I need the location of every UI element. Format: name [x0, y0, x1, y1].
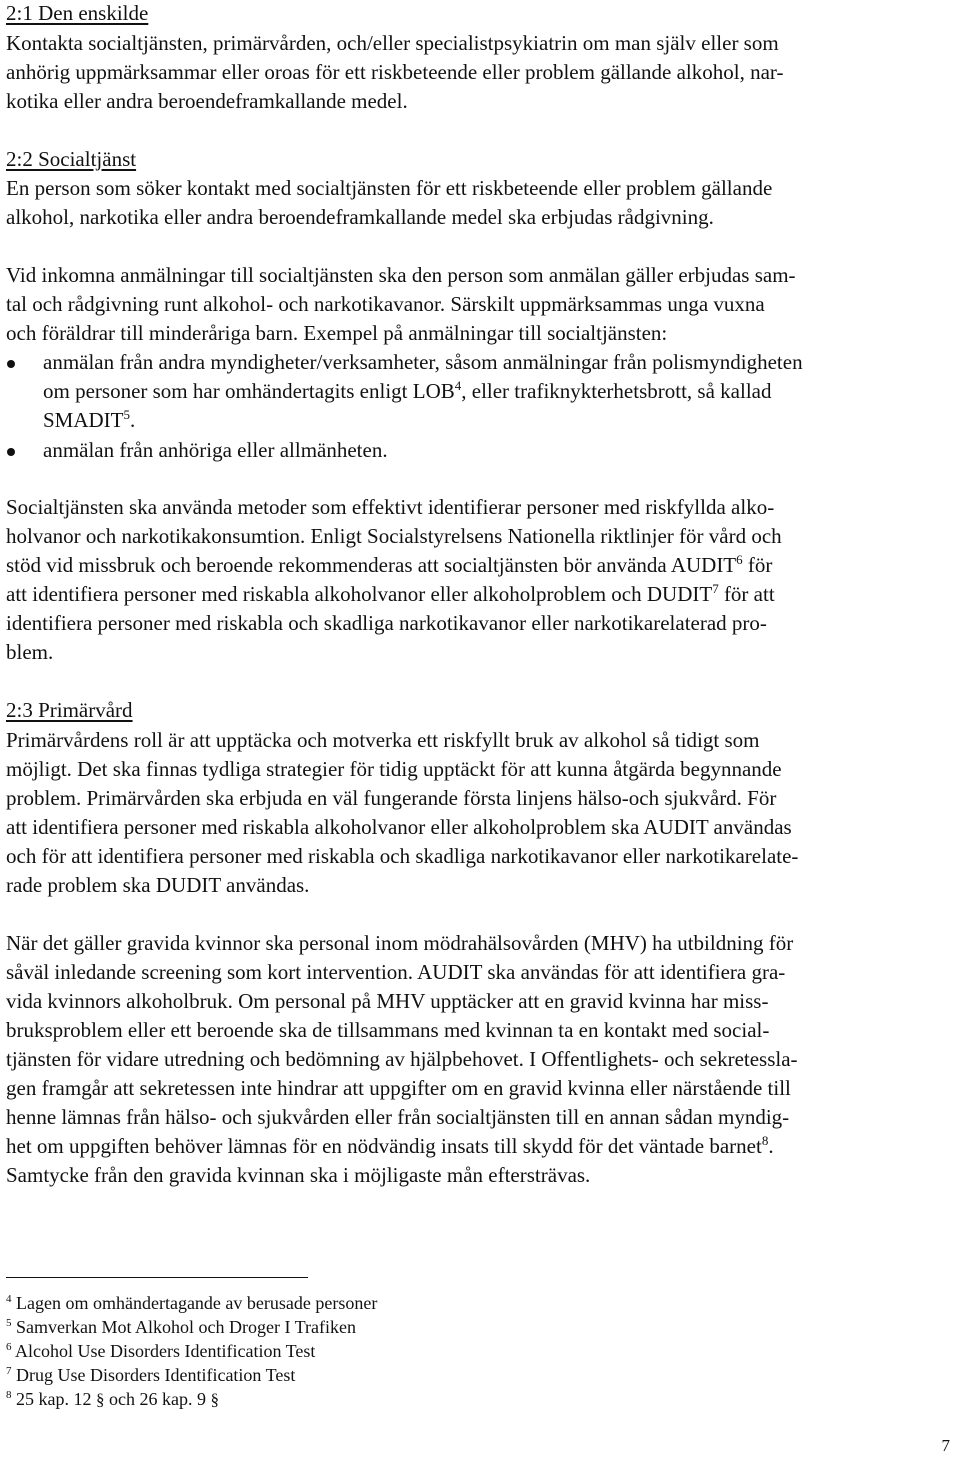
paragraph-line: blem. [6, 640, 54, 664]
paragraph-line: problem. Primärvården ska erbjuda en väl fungerande första linjens hälso-och sjukvård. För [6, 786, 777, 810]
paragraph-symbol: § [96, 1390, 105, 1409]
paragraph-line: Primärvårdens roll är att upptäcka och motverka ett riskfyllt bruk av alkohol så tidigt som [6, 728, 760, 752]
page-number: 7 [941, 1436, 950, 1455]
footnote-ref-7[interactable]: 7 [712, 581, 719, 596]
paragraph-line: henne lämnas från hälso- och sjukvården eller från socialtjänsten till en annan sådan myndig- [6, 1105, 790, 1129]
paragraph-line: anhörig uppmärksammar eller oroas för ett riskbeteende eller problem gällande alkohol, nar- [6, 60, 784, 84]
bullet-line: om personer som har omhändertagits enligt LOB$^4$, eller trafiknykterhetsbrott, så kallad [43, 378, 772, 403]
paragraph-line: och för att identifiera personer med riskabla och skadliga narkotikavanor eller narkotikarelate- [6, 844, 799, 868]
footnote-4: $^4$ Lagen om omhändertagande av berusade personer [6, 1293, 378, 1313]
paragraph-line: vida kvinnors alkoholbruk. Om personal på MHV upptäcker att en gravid kvinna har miss- [6, 989, 769, 1013]
paragraph-line: stöd vid missbruk och beroende rekommenderas att socialtjänsten bör använda AUDIT$^6$ för [6, 552, 773, 577]
section-heading-den-enskilde: 2:1 Den enskilde [6, 1, 149, 25]
paragraph-line: holvanor och narkotikakonsumtion. Enligt Socialstyrelsens Nationella riktlinjer för vård och [6, 524, 782, 548]
section-heading-primarvard: 2:3 Primärvård [6, 698, 133, 722]
footnote-7: $^7$ Drug Use Disorders Identification Test [6, 1365, 296, 1385]
paragraph-line: kotika eller andra beroendeframkallande medel. [6, 89, 408, 113]
bullet-line: anmälan från anhöriga eller allmänheten. [43, 438, 388, 462]
paragraph-line: alkohol, narkotika eller andra beroendeframkallande medel ska erbjudas rådgivning. [6, 205, 714, 229]
footnote-6: $^6$ Alcohol Use Disorders Identification Test [6, 1341, 316, 1361]
footnote-ref-5[interactable]: 5 [123, 407, 131, 422]
footnote-5: $^5$ Samverkan Mot Alkohol och Droger I Trafiken [6, 1317, 356, 1337]
paragraph-line: att identifiera personer med riskabla alkoholvanor eller alkoholproblem ska AUDIT användas [6, 815, 792, 839]
paragraph-line: Vid inkomna anmälningar till socialtjänsten ska den person som anmälan gäller erbjudas sam- [6, 263, 796, 287]
bullet-line: anmälan från andra myndigheter/verksamheter, såsom anmälningar från polismyndigheten [43, 350, 803, 374]
paragraph-line: såväl inledande screening som kort intervention. AUDIT ska användas för att identifiera gra- [6, 960, 786, 984]
paragraph-line: När det gäller gravida kvinnor ska personal inom mödrahälsovården (MHV) ha utbildning för [6, 931, 794, 955]
footnote-ref-8[interactable]: 8 [761, 1133, 769, 1148]
paragraph-line: En person som söker kontakt med socialtjänsten för ett riskbeteende eller problem gällande [6, 176, 773, 200]
section-heading-socialtjanst: 2:2 Socialtjänst [6, 147, 137, 171]
paragraph-line: Socialtjänsten ska använda metoder som effektivt identifierar personer med riskfyllda alko- [6, 495, 775, 519]
paragraph-line: tjänsten för vidare utredning och bedömning av hjälpbehovet. I Offentlighets- och sekretessla- [6, 1047, 798, 1071]
paragraph-line: Kontakta socialtjänsten, primärvården, och/eller specialistpsykiatrin om man själv eller som [6, 31, 779, 55]
footnote-ref-6[interactable]: 6 [736, 552, 743, 567]
paragraph-line: och föräldrar till minderåriga barn. Exempel på anmälningar till socialtjänsten: [6, 321, 668, 345]
paragraph-line: tal och rådgivning runt alkohol- och narkotikavanor. Särskilt uppmärksammas unga vuxna [6, 292, 765, 316]
footnote-8: $^8$ 25 kap. 12 § och 26 kap. 9 § [6, 1389, 219, 1409]
paragraph-symbol: § [210, 1390, 219, 1409]
paragraph-line: het om uppgiften behöver lämnas för en nödvändig insats till skydd för det väntade barnet$^8$. [6, 1133, 774, 1158]
footnote-ref-4[interactable]: 4 [454, 378, 462, 393]
paragraph-line: att identifiera personer med riskabla alkoholvanor eller alkoholproblem och DUDIT$^7$ för att [6, 581, 775, 606]
paragraph-line: bruksproblem eller ett beroende ska de tillsammans med kvinnan ta en kontakt med social- [6, 1018, 770, 1042]
paragraph-line: rade problem ska DUDIT användas. [6, 873, 310, 897]
bullet-dot [7, 448, 15, 456]
bullet-line: SMADIT$^5$. [43, 407, 136, 432]
paragraph-line: möjligt. Det ska finnas tydliga strategier för tidig upptäckt för att kunna åtgärda begynnande [6, 757, 782, 781]
bullet-dot [7, 360, 15, 368]
paragraph-line: identifiera personer med riskabla och skadliga narkotikavanor eller narkotikarelaterad pro- [6, 611, 767, 635]
footnote-separator [6, 1277, 308, 1278]
paragraph-line: Samtycke från den gravida kvinnan ska i möjligaste mån eftersträvas. [6, 1163, 591, 1187]
paragraph-line: gen framgår att sekretessen inte hindrar att uppgifter om en gravid kvinna eller närstående till [6, 1076, 791, 1100]
